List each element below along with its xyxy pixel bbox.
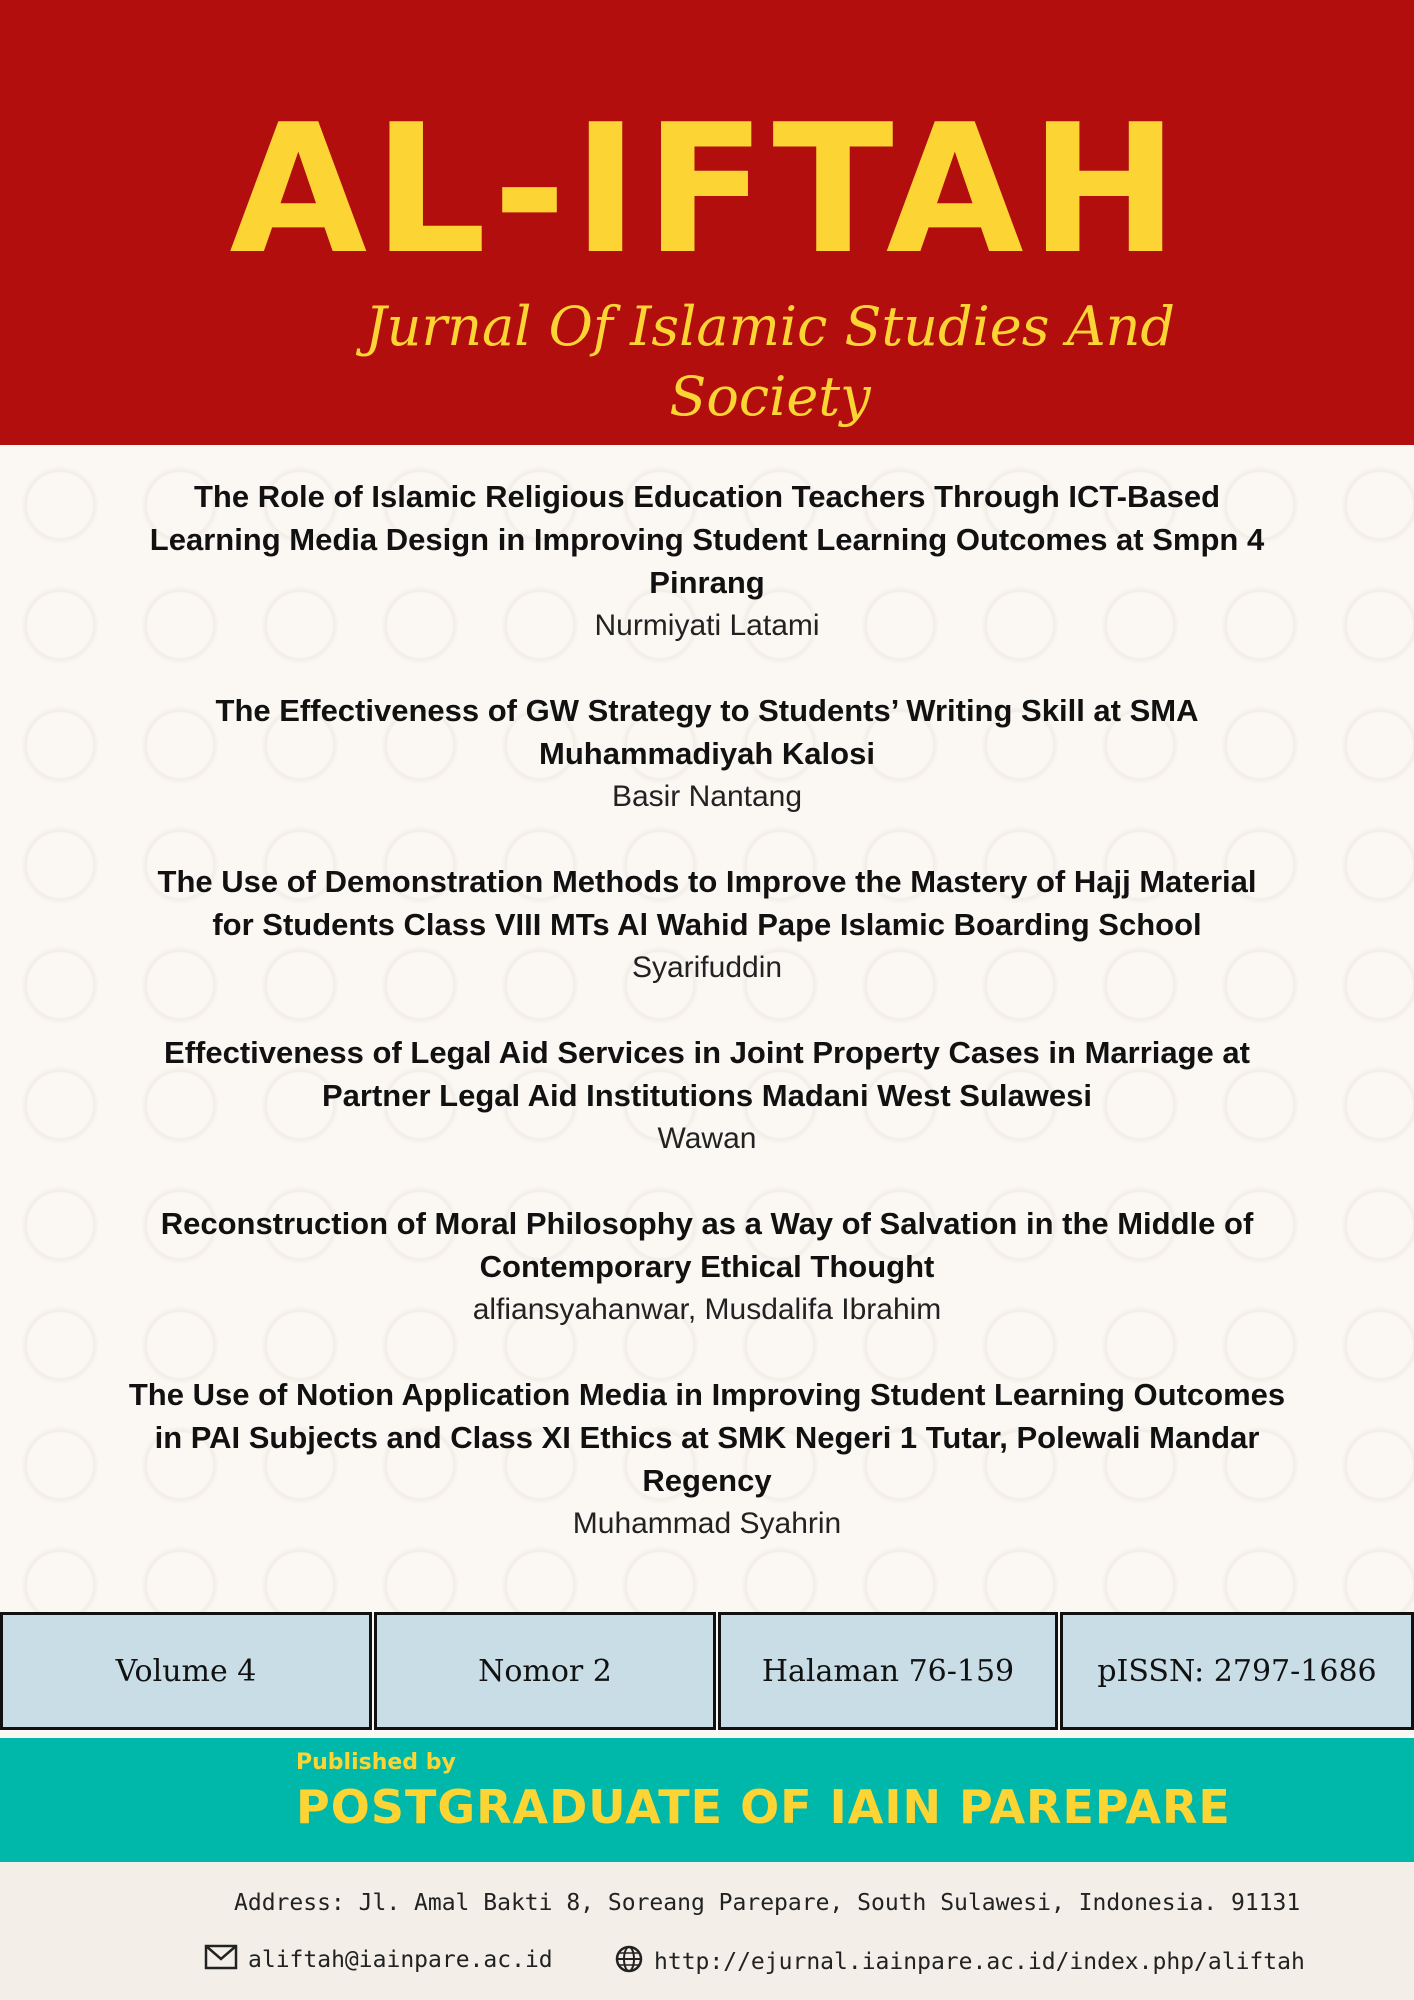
article-title-line: Learning Media Design in Improving Student Learning Outcomes at Smpn 4 bbox=[149, 522, 1265, 557]
article-title bbox=[80, 689, 1334, 775]
issn-cell: pISSN: 2797-1686 bbox=[1060, 1612, 1414, 1730]
article-item-4 bbox=[80, 1031, 1334, 1160]
article-title bbox=[80, 1373, 1334, 1502]
article-list bbox=[80, 475, 1334, 1587]
nomor-cell: Nomor 2 bbox=[374, 1612, 716, 1730]
article-title-line: The Effectiveness of GW Strategy to Students’ Writing Skill at SMA bbox=[215, 693, 1199, 728]
published-by-label: Published by bbox=[296, 1750, 456, 1775]
website-text[interactable]: http://ejurnal.iainpare.ac.id/index.php/aliftah bbox=[654, 1949, 1305, 1975]
article-author: Muhammad Syahrin bbox=[572, 1507, 842, 1540]
article-title-line: Contemporary Ethical Thought bbox=[479, 1249, 935, 1284]
footer bbox=[0, 1862, 1414, 2000]
issue-info-row bbox=[0, 1612, 1414, 1736]
halaman-cell: Halaman 76-159 bbox=[718, 1612, 1058, 1730]
article-item-5 bbox=[80, 1202, 1334, 1331]
article-author: alfiansyahanwar, Musdalifa Ibrahim bbox=[472, 1293, 942, 1326]
article-item-2 bbox=[80, 689, 1334, 818]
article-title-line: The Role of Islamic Religious Education Teachers Through ICT-Based bbox=[193, 479, 1221, 514]
article-title-line: Regency bbox=[642, 1463, 772, 1498]
article-author: Nurmiyati Latami bbox=[594, 609, 820, 642]
article-item-3 bbox=[80, 860, 1334, 989]
article-author: Syarifuddin bbox=[631, 951, 783, 984]
article-title bbox=[80, 860, 1334, 946]
article-title-line: The Use of Notion Application Media in Improving Student Learning Outcomes bbox=[128, 1377, 1286, 1412]
publisher-name: POSTGRADUATE OF IAIN PAREPARE bbox=[296, 1780, 1231, 1834]
article-item-1 bbox=[80, 475, 1334, 647]
article-author: Basir Nantang bbox=[611, 780, 803, 813]
journal-title: AL-IFTAH bbox=[229, 86, 1185, 293]
email-text[interactable]: aliftah@iainpare.ac.id bbox=[248, 1947, 553, 1973]
publisher-banner bbox=[0, 1738, 1414, 1862]
article-item-6 bbox=[80, 1373, 1334, 1545]
article-title-line: Effectiveness of Legal Aid Services in Joint Property Cases in Marriage at bbox=[164, 1035, 1250, 1070]
article-title-line: Partner Legal Aid Institutions Madani West Sulawesi bbox=[322, 1078, 1092, 1113]
article-title-line: in PAI Subjects and Class XI Ethics at SMK Negeri 1 Tutar, Polewali Mandar bbox=[154, 1420, 1260, 1455]
journal-subtitle: Jurnal Of Islamic Studies And Society bbox=[365, 295, 1175, 428]
email-contact[interactable] bbox=[204, 1944, 553, 1976]
article-title-line: for Students Class VIII MTs Al Wahid Pape Islamic Boarding School bbox=[212, 907, 1202, 942]
article-title bbox=[80, 1031, 1334, 1117]
article-title-line: The Use of Demonstration Methods to Improve the Mastery of Hajj Material bbox=[157, 864, 1257, 899]
volume-cell: Volume 4 bbox=[0, 1612, 372, 1730]
envelope-icon bbox=[204, 1944, 238, 1976]
website-contact[interactable] bbox=[614, 1944, 1305, 1980]
article-title bbox=[80, 475, 1334, 604]
article-title-line: Pinrang bbox=[649, 565, 765, 600]
globe-icon bbox=[614, 1944, 644, 1980]
cover-header bbox=[0, 0, 1414, 445]
article-author: Wawan bbox=[657, 1122, 757, 1155]
article-title-line: Muhammadiyah Kalosi bbox=[539, 736, 875, 771]
article-title-line: Reconstruction of Moral Philosophy as a Way of Salvation in the Middle of bbox=[160, 1206, 1254, 1241]
address-text: Address: Jl. Amal Bakti 8, Soreang Parepare, South Sulawesi, Indonesia. 91131 bbox=[234, 1890, 1301, 1916]
article-title bbox=[80, 1202, 1334, 1288]
